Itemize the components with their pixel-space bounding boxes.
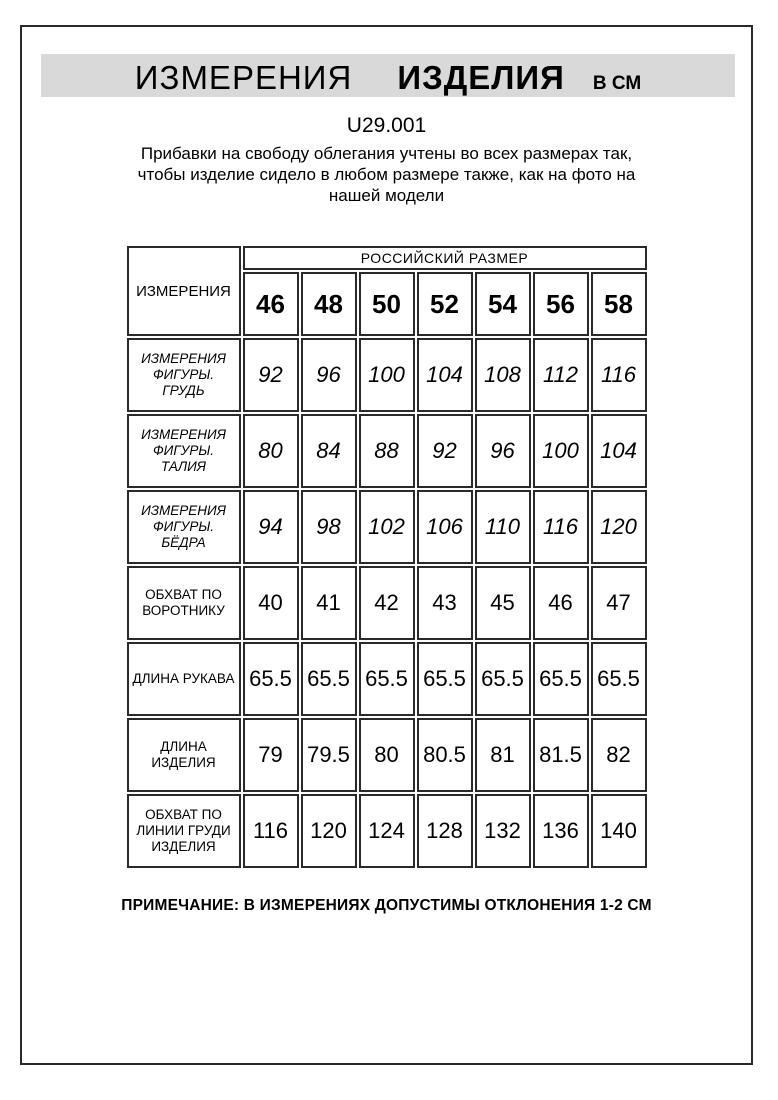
- size-chart-page: [20, 25, 753, 1065]
- row-label: ИЗМЕРЕНИЯ ФИГУРЫ. ТАЛИЯ: [127, 414, 241, 488]
- value-cell: 80: [243, 414, 299, 488]
- value-cell: 42: [359, 566, 415, 640]
- table-row: [127, 794, 647, 868]
- value-cell: 46: [533, 566, 589, 640]
- value-cell: 92: [243, 338, 299, 412]
- value-cell: 124: [359, 794, 415, 868]
- value-cell: 102: [359, 490, 415, 564]
- size-table: [125, 244, 649, 870]
- value-cell: 116: [243, 794, 299, 868]
- value-cell: 132: [475, 794, 531, 868]
- row-label: ОБХВАТ ПО ЛИНИИ ГРУДИ ИЗДЕЛИЯ: [127, 794, 241, 868]
- value-cell: 79.5: [301, 718, 357, 792]
- value-cell: 120: [591, 490, 647, 564]
- value-cell: 120: [301, 794, 357, 868]
- table-row: [127, 718, 647, 792]
- value-cell: 80: [359, 718, 415, 792]
- size-header-cell: 50: [359, 272, 415, 336]
- size-header-cell: 52: [417, 272, 473, 336]
- size-header-cell: 46: [243, 272, 299, 336]
- size-header-cell: 48: [301, 272, 357, 336]
- title-measurements: ИЗМЕРЕНИЯ: [134, 59, 353, 96]
- value-cell: 81.5: [533, 718, 589, 792]
- value-cell: 43: [417, 566, 473, 640]
- value-cell: 84: [301, 414, 357, 488]
- value-cell: 98: [301, 490, 357, 564]
- value-cell: 65.5: [475, 642, 531, 716]
- title-product: ИЗДЕЛИЯ: [397, 59, 565, 96]
- fit-description: Прибавки на свободу облегания учтены во всех размерах так, чтобы изделие сидело в любом размере также, как на фото на нашей модели: [137, 144, 636, 205]
- table-row: [127, 566, 647, 640]
- value-cell: 100: [533, 414, 589, 488]
- table-row: [127, 642, 647, 716]
- value-cell: 96: [301, 338, 357, 412]
- title-units: В СМ: [592, 73, 642, 94]
- value-cell: 40: [243, 566, 299, 640]
- value-cell: 108: [475, 338, 531, 412]
- value-cell: 65.5: [533, 642, 589, 716]
- value-cell: 96: [475, 414, 531, 488]
- value-cell: 128: [417, 794, 473, 868]
- value-cell: 104: [591, 414, 647, 488]
- tolerance-note: ПРИМЕЧАНИЕ: В ИЗМЕРЕНИЯХ ДОПУСТИМЫ ОТКЛОНЕНИЯ 1-2 СМ: [121, 897, 652, 914]
- value-cell: 92: [417, 414, 473, 488]
- value-cell: 65.5: [243, 642, 299, 716]
- title-bar: [41, 54, 735, 97]
- value-cell: 112: [533, 338, 589, 412]
- value-cell: 140: [591, 794, 647, 868]
- table-row: [127, 490, 647, 564]
- value-cell: 79: [243, 718, 299, 792]
- row-label: ДЛИНА ИЗДЕЛИЯ: [127, 718, 241, 792]
- size-group-row: [127, 246, 647, 270]
- value-cell: 45: [475, 566, 531, 640]
- row-label: ДЛИНА РУКАВА: [127, 642, 241, 716]
- value-cell: 88: [359, 414, 415, 488]
- value-cell: 106: [417, 490, 473, 564]
- row-label: ИЗМЕРЕНИЯ ФИГУРЫ. БЁДРА: [127, 490, 241, 564]
- product-code: U29.001: [346, 114, 427, 137]
- size-header-cell: 54: [475, 272, 531, 336]
- table-row: [127, 414, 647, 488]
- table-row: [127, 338, 647, 412]
- value-cell: 104: [417, 338, 473, 412]
- value-cell: 65.5: [301, 642, 357, 716]
- value-cell: 116: [533, 490, 589, 564]
- value-cell: 41: [301, 566, 357, 640]
- value-cell: 136: [533, 794, 589, 868]
- value-cell: 47: [591, 566, 647, 640]
- value-cell: 81: [475, 718, 531, 792]
- size-header-cell: 58: [591, 272, 647, 336]
- value-cell: 80.5: [417, 718, 473, 792]
- row-label: ОБХВАТ ПО ВОРОТНИКУ: [127, 566, 241, 640]
- value-cell: 82: [591, 718, 647, 792]
- value-cell: 65.5: [359, 642, 415, 716]
- value-cell: 94: [243, 490, 299, 564]
- row-label: ИЗМЕРЕНИЯ ФИГУРЫ. ГРУДЬ: [127, 338, 241, 412]
- value-cell: 100: [359, 338, 415, 412]
- value-cell: 116: [591, 338, 647, 412]
- value-cell: 65.5: [417, 642, 473, 716]
- measurements-corner-label: ИЗМЕРЕНИЯ: [127, 246, 241, 336]
- russian-size-header: РОССИЙСКИЙ РАЗМЕР: [243, 246, 647, 270]
- size-header-cell: 56: [533, 272, 589, 336]
- value-cell: 110: [475, 490, 531, 564]
- value-cell: 65.5: [591, 642, 647, 716]
